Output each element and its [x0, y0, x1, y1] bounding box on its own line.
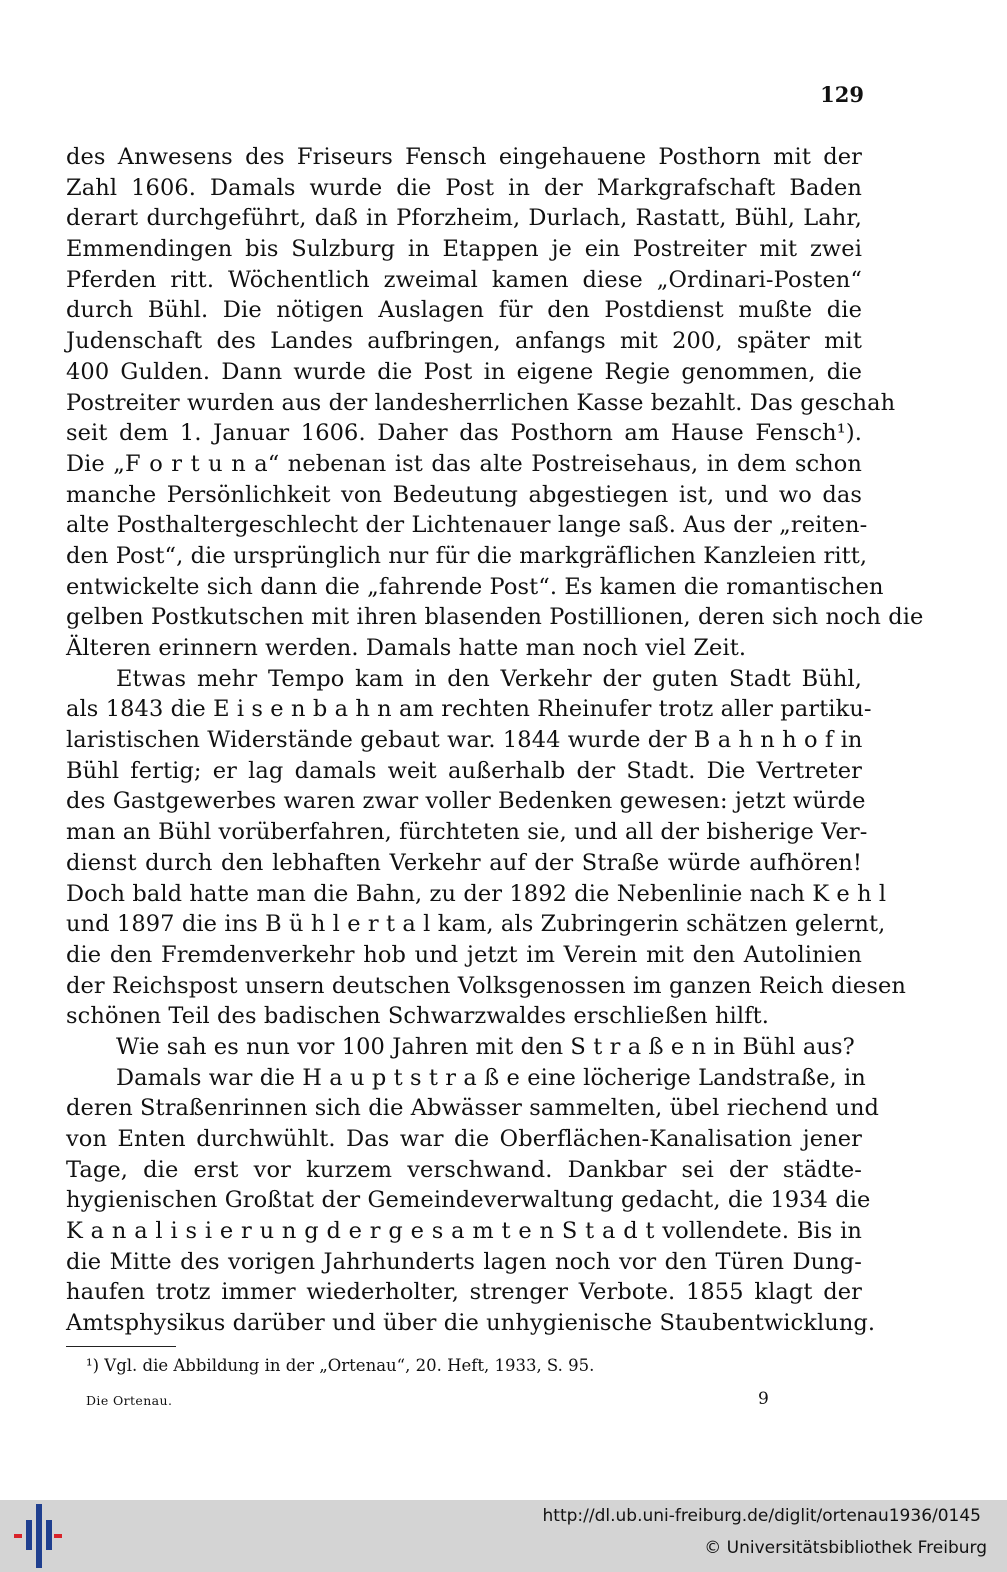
text-line: dienst durch den lebhaften Verkehr auf der Straße würde aufhören!	[66, 849, 862, 876]
source-url-link[interactable]: http://dl.ub.uni-freiburg.de/diglit/ortenau1936/0145	[542, 1506, 981, 1526]
text-line: alte Posthaltergeschlecht der Lichtenauer lange saß. Aus der „reiten-	[66, 512, 868, 539]
text-line: die den Fremdenverkehr hob und jetzt im Verein mit den Autolinien	[66, 941, 862, 968]
text-line: schönen Teil des badischen Schwarzwaldes erschließen hilft.	[66, 1003, 769, 1030]
text-line: manche Persönlichkeit von Bedeutung abgestiegen ist, und wo das	[66, 481, 862, 508]
body-text	[66, 142, 924, 1339]
text-line: den Post“, die ursprünglich nur für die markgräflichen Kanzleien ritt,	[66, 542, 868, 569]
text-line: entwickelte sich dann die „fahrende Post“. Es kamen die romantischen	[66, 573, 884, 600]
text-line: Wie sah es nun vor 100 Jahren mit den S t r a ß e n in Bühl aus?	[116, 1033, 855, 1060]
text-line: Emmendingen bis Sulzburg in Etappen je ein Postreiter mit zwei	[66, 236, 862, 263]
text-line: der Reichspost unsern deutschen Volksgenossen im ganzen Reich diesen	[66, 972, 906, 999]
text-line: als 1843 die E i s e n b a h n am rechten Rheinufer trotz aller partiku-	[66, 696, 872, 723]
text-line: 400 Gulden. Dann wurde die Post in eigene Regie genommen, die	[66, 358, 862, 385]
text-line: Bühl fertig; er lag damals weit außerhalb der Stadt. Die Vertreter	[66, 757, 862, 784]
text-line: durch Bühl. Die nötigen Auslagen für den Postdienst mußte die	[66, 297, 862, 324]
footnote-divider	[66, 1346, 176, 1347]
text-line: Amtsphysikus darüber und über die unhygienische Staubentwicklung.	[66, 1310, 876, 1337]
footnote: ¹) Vgl. die Abbildung in der „Ortenau“, 20. Heft, 1933, S. 95.	[86, 1356, 595, 1375]
text-line: Judenschaft des Landes aufbringen, anfangs mit 200, später mit	[66, 328, 862, 355]
text-line: des Gastgewerbes waren zwar voller Bedenken gewesen: jetzt würde	[66, 788, 866, 815]
text-line: Die „F o r t u n a“ nebenan ist das alte Postreisehaus, in dem schon	[66, 450, 862, 477]
signature-line: Die Ortenau.	[86, 1393, 173, 1408]
text-line: seit dem 1. Januar 1606. Daher das Posthorn am Hause Fensch¹).	[66, 420, 862, 447]
text-line: Doch bald hatte man die Bahn, zu der 1892 die Nebenlinie nach K e h l	[66, 880, 887, 907]
text-line: laristischen Widerstände gebaut war. 1844 wurde der B a h n h o f in	[66, 727, 863, 754]
text-line: man an Bühl vorüberfahren, fürchteten sie, und all der bisherige Ver-	[66, 819, 868, 846]
ub-freiburg-logo-icon[interactable]	[10, 1504, 66, 1568]
page-number: 129	[820, 82, 864, 107]
text-line: des Anwesens des Friseurs Fensch eingehauene Posthorn mit der	[66, 144, 862, 170]
text-line: hygienischen Großtat der Gemeindeverwaltung gedacht, die 1934 die	[66, 1187, 871, 1214]
text-line: Tage, die erst vor kurzem verschwand. Dankbar sei der städte-	[66, 1156, 862, 1183]
text-line: die Mitte des vorigen Jahrhunderts lagen noch vor den Türen Dung-	[66, 1248, 862, 1275]
sheet-number: 9	[758, 1389, 769, 1409]
text-line: haufen trotz immer wiederholter, strenger Verbote. 1855 klagt der	[66, 1279, 862, 1306]
copyright-text: © Universitätsbibliothek Freiburg	[704, 1538, 987, 1558]
text-line: Pferden ritt. Wöchentlich zweimal kamen diese „Ordinari-Posten“	[66, 266, 862, 293]
footer-bar	[0, 1500, 1007, 1572]
text-line: Zahl 1606. Damals wurde die Post in der Markgrafschaft Baden	[66, 174, 862, 201]
text-line: und 1897 die ins B ü h l e r t a l kam, als Zubringerin schätzen gelernt,	[66, 911, 886, 938]
text-line: Postreiter wurden aus der landesherrlichen Kasse bezahlt. Das geschah	[66, 389, 896, 416]
text-line: gelben Postkutschen mit ihren blasenden Postillionen, deren sich noch die	[66, 604, 924, 631]
text-line: Etwas mehr Tempo kam in den Verkehr der guten Stadt Bühl,	[116, 665, 862, 692]
text-line: deren Straßenrinnen sich die Abwässer sammelten, übel riechend und	[66, 1095, 880, 1122]
text-line: derart durchgeführt, daß in Pforzheim, Durlach, Rastatt, Bühl, Lahr,	[66, 205, 862, 232]
text-line: Damals war die H a u p t s t r a ß e eine löcherige Landstraße, in	[116, 1064, 866, 1091]
text-line: von Enten durchwühlt. Das war die Oberflächen-Kanalisation jener	[66, 1126, 862, 1152]
text-line: Älteren erinnern werden. Damals hatte man noch viel Zeit.	[66, 635, 747, 661]
text-line: K a n a l i s i e r u n g d e r g e s a m t e n S t a d t vollendete. Bis in	[66, 1218, 862, 1245]
